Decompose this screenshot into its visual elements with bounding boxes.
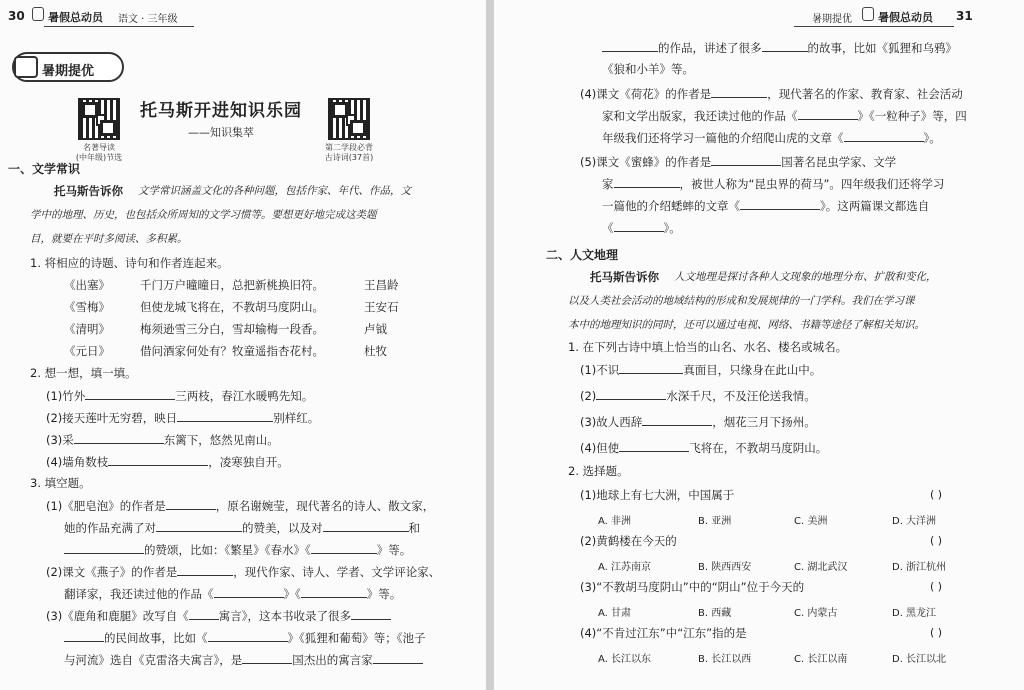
poem-author[interactable]: 王昌龄 (364, 278, 399, 292)
mascot-icon (862, 7, 874, 21)
intro-line: 学中的地理、历史，也包括众所周知的文学习惯等。要想更好地完成这类题 (30, 209, 377, 221)
page-number: 30 (8, 9, 25, 23)
fill-item: (1)不识 真面目，只缘身在此山中。 (580, 363, 822, 377)
question-3: 3. 填空题。 (30, 476, 91, 490)
fill-item: (2)接天莲叶无穷碧，映日 别样红。 (46, 411, 320, 425)
q3-cont-line: 一篇他的介绍蟋蟀的文章《 》。这两篇课文都选自 (602, 199, 930, 213)
answer-blank[interactable] (373, 652, 423, 664)
q3-cont-line: 的作品，讲述了很多 的故事，比如《狐狸和乌鸦》 (602, 40, 957, 55)
poem-line[interactable]: 梅须逊雪三分白，雪却输梅一段香。 (140, 322, 324, 336)
qr-right-caption: 第二学段必背 古诗词(37首) (324, 143, 374, 162)
poem-author[interactable]: 杜牧 (364, 344, 387, 358)
header-rule (794, 26, 954, 27)
answer-blank[interactable] (108, 454, 208, 466)
answer-blank[interactable] (242, 652, 292, 664)
badge-label: 暑期提优 (42, 64, 95, 79)
question-1: 1. 在下列古诗中填上恰当的山名、水名、楼名或城名。 (568, 340, 848, 354)
answer-blank[interactable] (798, 108, 858, 120)
answer-blank[interactable] (74, 432, 164, 444)
answer-blank[interactable] (711, 154, 781, 166)
qr-code-left[interactable] (78, 98, 120, 140)
question-2: 2. 选择题。 (568, 464, 629, 478)
poem-line[interactable]: 千门万户曈曈日，总把新桃换旧符。 (140, 278, 324, 292)
choice-question: (3)“不教胡马度阴山”中的“阴山”位于今天的 (580, 580, 805, 594)
fill-item: (1)竹外 三两枝，春江水暖鸭先知。 (46, 389, 314, 403)
choice-option[interactable]: C. 内蒙古 (794, 608, 838, 619)
header-rule (44, 26, 194, 27)
answer-blank[interactable] (642, 414, 712, 426)
qr-left-caption: 名著导读 (中年级)节选 (75, 143, 123, 162)
answer-blank[interactable] (762, 40, 808, 52)
poem-line[interactable]: 但使龙城飞将在，不教胡马度阴山。 (140, 300, 324, 314)
choice-question: (2)黄鹤楼在今天的 (580, 534, 677, 548)
q3-line: 与河流》选自《克雷洛夫寓言》，是 国杰出的寓言家 (64, 652, 423, 667)
q3-line: (2)课文《燕子》的作者是 ，现代作家、诗人、学者、文学评论家、 (46, 565, 441, 579)
answer-blank[interactable] (614, 176, 680, 188)
q3-line: (1)《肥皂泡》的作者是 ，原名谢婉莹，现代著名的诗人、散文家， (46, 499, 435, 513)
page-number: 31 (956, 9, 973, 23)
question-1: 1. 将相应的诗题、诗句和作者连起来。 (30, 256, 229, 270)
mascot-icon (32, 7, 44, 21)
intro-line: 本中的地理知识的同时，还可以通过电视、网络、书籍等途径了解相关知识。 (568, 319, 925, 331)
left-page (0, 0, 486, 690)
choice-option[interactable]: D. 黑龙江 (892, 608, 937, 619)
q3-cont-line: (4)课文《荷花》的作者是 ，现代著名的作家、教育家、社会活动 (580, 87, 963, 101)
poem-title[interactable]: 《清明》 (64, 322, 110, 336)
answer-blank[interactable] (614, 220, 664, 232)
choice-option[interactable]: A. 非洲 (598, 516, 632, 527)
choice-option[interactable]: C. 湖北武汉 (794, 562, 848, 573)
fill-item: (3)故人西辞 ，烟花三月下扬州。 (580, 415, 816, 429)
answer-blank[interactable] (64, 542, 144, 554)
question-2: 2. 想一想，填一填。 (30, 366, 137, 380)
poem-title[interactable]: 《元日》 (64, 344, 110, 358)
poem-line[interactable]: 借问酒家何处有？牧童遥指杏花村。 (140, 344, 324, 358)
q3-cont-line: (5)课文《蜜蜂》的作者是 国著名昆虫学家、文学 (580, 155, 897, 169)
choice-option[interactable]: B. 西藏 (698, 608, 732, 619)
q3-cont-line: 《 》。 (602, 221, 681, 235)
intro-line: 人文地理是探讨各种人文现象的地理分布、扩散和变化， (674, 271, 937, 283)
answer-paren[interactable]: ( ) (930, 488, 943, 501)
choice-question: (1)地球上有七大洲，中国属于 (580, 488, 735, 502)
fill-item: (3)采 东篱下，悠然见南山。 (46, 433, 279, 447)
intro-label: 托马斯告诉你 (54, 184, 123, 198)
choice-option[interactable]: B. 长江以西 (698, 654, 752, 665)
answer-blank[interactable] (177, 410, 273, 422)
choice-option[interactable]: B. 陕西西安 (698, 562, 752, 573)
choice-option[interactable]: D. 浙江杭州 (892, 562, 947, 573)
running-title: 暑假总动员 (48, 11, 103, 24)
answer-blank[interactable] (596, 388, 666, 400)
choice-option[interactable]: B. 亚洲 (698, 516, 732, 527)
section-heading-geography: 二、人文地理 (546, 248, 619, 262)
q3-cont-line: 《狼和小羊》等。 (602, 62, 694, 76)
choice-option[interactable]: A. 长江以东 (598, 654, 652, 665)
answer-paren[interactable]: ( ) (930, 534, 943, 547)
choice-option[interactable]: A. 甘肃 (598, 608, 632, 619)
choice-option[interactable]: A. 江苏南京 (598, 562, 652, 573)
q3-cont-line: 年级我们还将学习一篇他的介绍爬山虎的文章《 》。 (602, 131, 941, 145)
intro-label: 托马斯告诉你 (590, 270, 659, 284)
intro-line: 文学常识涵盖文化的各种问题，包括作家、年代、作品，文 (138, 185, 411, 197)
fill-item: (4)墙角数枝 ，凌寒独自开。 (46, 455, 289, 469)
choice-option[interactable]: D. 大洋洲 (892, 516, 937, 527)
running-subject: 语文 · 三年级 (118, 14, 178, 25)
running-title: 暑假总动员 (878, 11, 933, 24)
answer-paren[interactable]: ( ) (930, 626, 943, 639)
q3-cont-line: 家 ，被世人称为“昆虫界的荷马”。四年级我们还将学习 (602, 177, 945, 191)
answer-blank[interactable] (208, 630, 288, 642)
page-title: 托马斯开进知识乐园 (140, 101, 302, 121)
choice-option[interactable]: D. 长江以北 (892, 654, 947, 665)
section-heading-literature: 一、文学常识 (8, 162, 81, 176)
intro-line: 目，就要在平时多阅读、多积累。 (30, 233, 188, 245)
answer-blank[interactable] (740, 198, 820, 210)
choice-option[interactable]: C. 美洲 (794, 516, 828, 527)
q3-line: 的赞颂，比如：《繁星》《春水》《 》等。 (64, 542, 411, 557)
answer-blank[interactable] (156, 520, 242, 532)
poem-author[interactable]: 卢钺 (364, 322, 387, 336)
q3-line: 翻译家，我还读过他的作品《 》《 》等。 (64, 587, 402, 601)
answer-blank[interactable] (844, 130, 924, 142)
answer-blank[interactable] (214, 586, 284, 598)
answer-blank[interactable] (85, 388, 175, 400)
answer-blank[interactable] (619, 362, 683, 374)
answer-blank[interactable] (323, 520, 409, 532)
running-badge: 暑期提优 (812, 14, 852, 25)
choice-question: (4)“不肯过江东”中“江东”指的是 (580, 626, 747, 640)
choice-option[interactable]: C. 长江以南 (794, 654, 848, 665)
answer-blank[interactable] (351, 608, 391, 620)
right-page (494, 0, 1024, 690)
poem-title[interactable]: 《出塞》 (64, 278, 110, 292)
q3-line: (3)《鹿角和鹿腿》改写自《 寓言》，这本书收录了很多 (46, 608, 391, 623)
intro-line: 以及人类社会活动的地域结构的形成和发展规律的一门学科。我们在学习课 (568, 295, 915, 307)
qr-code-right[interactable] (328, 98, 370, 140)
poem-author[interactable]: 王安石 (364, 300, 399, 314)
robot-icon (14, 56, 38, 78)
answer-blank[interactable] (177, 564, 233, 576)
answer-paren[interactable]: ( ) (930, 580, 943, 593)
fill-item: (4)但使 飞将在，不教胡马度阴山。 (580, 441, 828, 455)
answer-blank[interactable] (619, 440, 689, 452)
answer-blank[interactable] (166, 498, 216, 510)
answer-blank[interactable] (711, 86, 767, 98)
page-subtitle: ——知识集萃 (188, 126, 254, 139)
q3-cont-line: 家和文学出版家，我还读过他的作品《 》《一粒种子》等，四 (602, 109, 967, 123)
answer-blank[interactable] (602, 40, 658, 52)
poem-title[interactable]: 《雪梅》 (64, 300, 110, 314)
answer-blank[interactable] (189, 608, 219, 620)
fill-item: (2) 水深千尺，不及汪伦送我情。 (580, 389, 816, 403)
answer-blank[interactable] (64, 630, 104, 642)
q3-line: 她的作品充满了对 的赞美，以及对 和 (64, 521, 420, 535)
answer-blank[interactable] (301, 586, 367, 598)
q3-line: 的民间故事，比如《 》《狐狸和葡萄》等；《池子 (64, 630, 426, 645)
answer-blank[interactable] (311, 542, 377, 554)
